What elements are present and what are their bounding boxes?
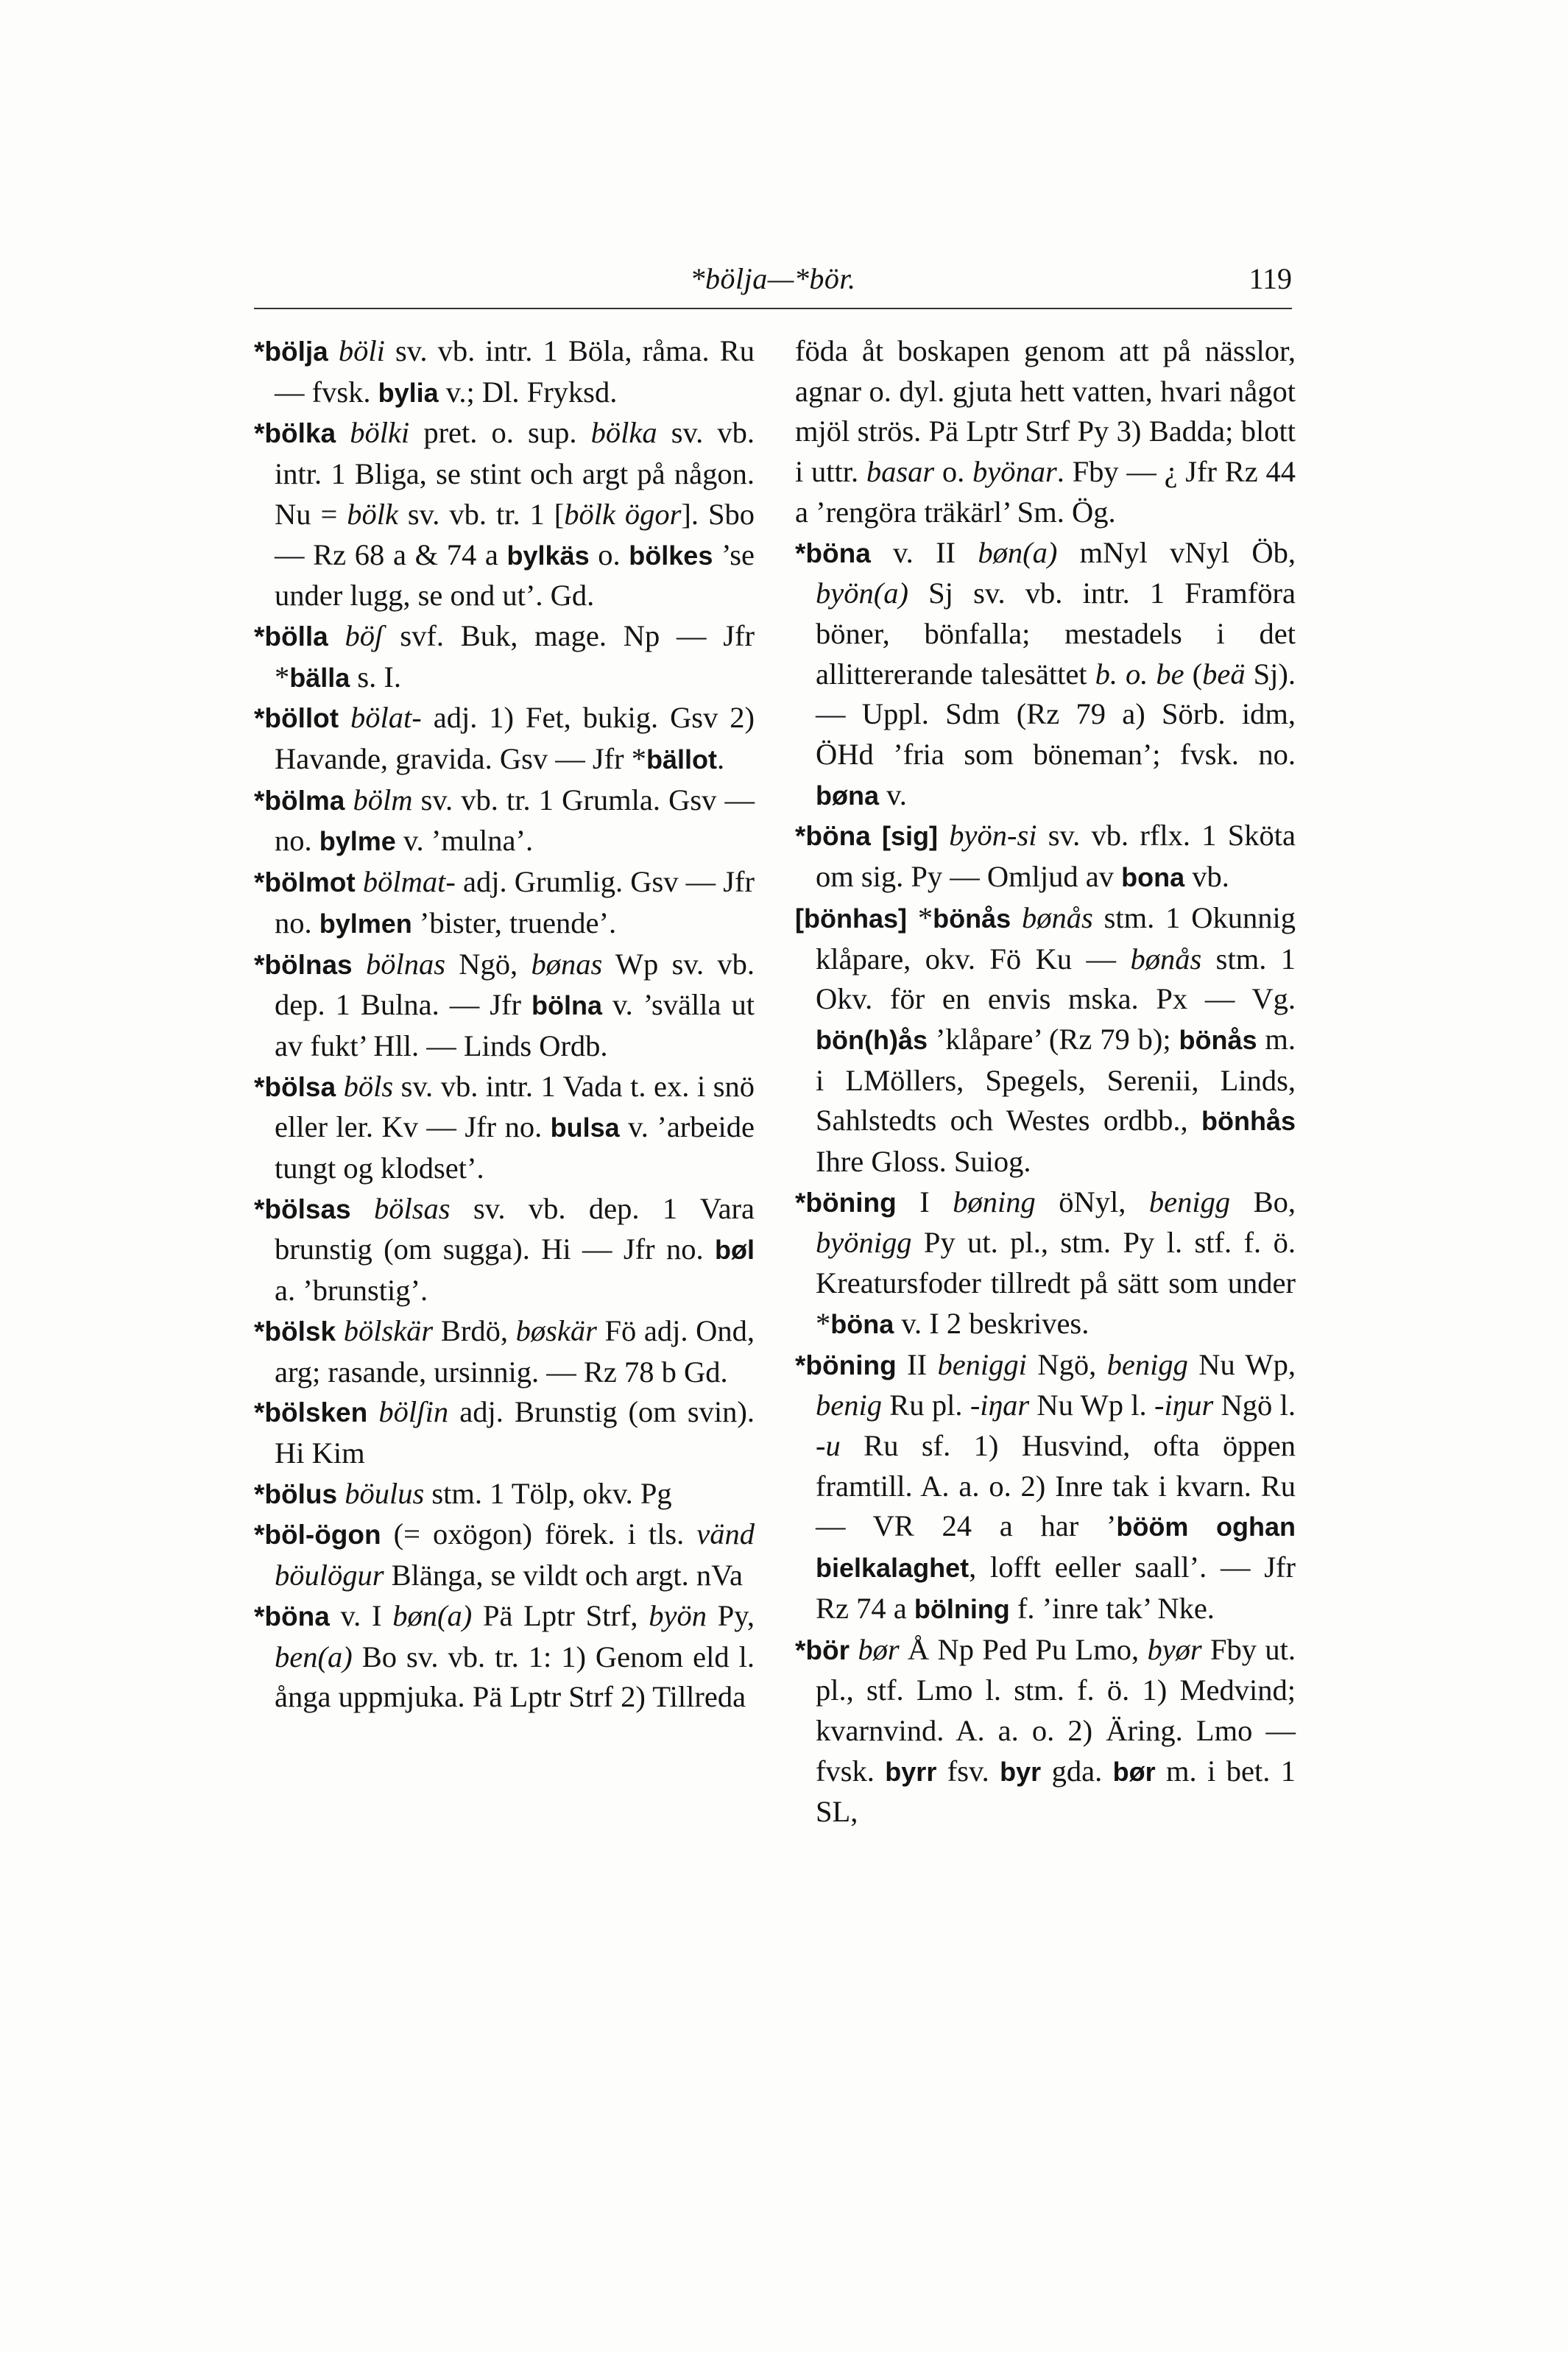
entry-text: Pä Lptr Strf, [472, 1598, 649, 1632]
entry-text: stm. 1 Tölp, okv. Pg [424, 1476, 672, 1510]
dialect-form: ben(a) [275, 1640, 353, 1673]
entry-text: a. ’brunstig’. [275, 1274, 428, 1308]
entry-text: Ru pl. [881, 1389, 970, 1422]
dictionary-entry [795, 898, 1296, 1182]
dialect-form: bölskär [343, 1313, 434, 1347]
dialect-form: beniggi [937, 1347, 1027, 1381]
headword: *böna [795, 537, 871, 568]
cited-word: byrr [885, 1756, 937, 1787]
headword: *böning [795, 1187, 897, 1218]
entry-text: ’klåpare’ (Rz 79 b); [927, 1022, 1179, 1056]
dictionary-entry [795, 816, 1296, 897]
dialect-form: byön(a) [816, 576, 908, 610]
entry-text: stm. 1 Okv. för en envis mska. Px — Vg. [816, 942, 1296, 1016]
dialect-form: bölk [347, 497, 398, 531]
cited-word: bällot [646, 744, 717, 775]
dialect-form: bør [858, 1632, 900, 1666]
cited-word: bölning [914, 1593, 1010, 1624]
entry-text: svf. Buk, mage. Np — Jfr * [275, 618, 755, 694]
entry-text: Brdö, [433, 1313, 516, 1347]
entry-text: v. I [329, 1598, 393, 1632]
cited-word: bölna [532, 990, 603, 1021]
entry-text: ’se under lugg, se ond ut’. Gd. [275, 537, 755, 613]
dictionary-entry [254, 1474, 755, 1515]
entry-text: Bo sv. vb. tr. 1: 1) Genom eld l. ånga uppmjuka. Pä Lptr Strf 2) Tillreda [275, 1640, 755, 1714]
cited-word: bön(h)ås [816, 1024, 928, 1055]
cited-word: bylkäs [506, 540, 590, 571]
entry-text: Nu Wp l. [1029, 1389, 1154, 1422]
entry-text: sv. vb. rflx. 1 Sköta om sig. Py — Omljud av [816, 819, 1296, 894]
entry-text [345, 783, 353, 816]
cited-word: bør [1112, 1756, 1156, 1787]
entry-text [339, 701, 350, 734]
cited-word: bylme [319, 826, 396, 857]
entry-text: Ihre Gloss. Suiog. [816, 1145, 1031, 1179]
dialect-form: bøning [953, 1185, 1036, 1218]
entry-text: Py, [706, 1598, 755, 1632]
dialect-form: byön [649, 1598, 707, 1632]
dialect-form: böʃ [345, 618, 384, 652]
headword: *bör [795, 1634, 850, 1665]
cited-word: [bönhas] [795, 903, 907, 934]
entry-text: öNyl, [1035, 1185, 1149, 1218]
headword: *bölka [254, 418, 336, 449]
dictionary-entry [795, 533, 1296, 816]
dialect-form: -u [816, 1428, 841, 1462]
entry-text: v. I 2 beskrives. [894, 1306, 1090, 1340]
dictionary-entry [254, 862, 755, 944]
dictionary-entry [254, 331, 755, 413]
dictionary-entry [254, 1514, 755, 1595]
dictionary-entry [795, 1182, 1296, 1345]
entry-text: v. ’mulna’. [395, 824, 534, 858]
entry-text: II [896, 1347, 938, 1381]
dialect-form: basar [866, 455, 935, 489]
dialect-form: bölka [590, 416, 657, 450]
cited-word: böna [830, 1308, 894, 1339]
cited-word: bona [1121, 862, 1185, 893]
dictionary-entry [254, 1596, 755, 1718]
dictionary-entry [254, 1189, 755, 1311]
entry-text: ]. Sbo — Rz 68 a & 74 a [275, 497, 755, 571]
entry-text: Nu Wp, [1187, 1347, 1296, 1381]
dictionary-entry [795, 1345, 1296, 1630]
entry-text: o. [934, 455, 972, 489]
right-column [795, 331, 1296, 1832]
entry-text: v. [879, 777, 907, 811]
entry-text: v. ’svälla ut av fukt’ Hll. — Linds Ordb. [275, 988, 755, 1062]
dialect-form: bøn(a) [978, 535, 1058, 569]
dialect-form: bøn(a) [392, 1598, 473, 1632]
headword: *böllot [254, 703, 339, 734]
dialect-form: bölm [353, 783, 413, 816]
dialect-form: böulus [345, 1476, 425, 1510]
entry-text: . Fby — ¿ Jfr Rz 44 a ’rengöra träkärl’ Sm. Ög. [795, 455, 1296, 529]
entry-text: sv. vb. intr. 1 Bliga, se stint och argt på någon. Nu = [275, 416, 755, 531]
entry-text: v. II [870, 535, 978, 569]
dictionary-entry [795, 1630, 1296, 1833]
headword: *böna [254, 1601, 330, 1631]
dialect-form: böli [338, 334, 385, 367]
entry-text: sv. vb. tr. 1 Grumla. Gsv — no. [275, 783, 755, 858]
dialect-form: böls [343, 1069, 394, 1103]
entry-text: pret. o. sup. [409, 416, 591, 450]
headword: *böl-ögon [254, 1520, 381, 1551]
entry-text [328, 619, 345, 652]
dictionary-entry [254, 1067, 755, 1189]
dialect-form: bölat- [350, 701, 422, 735]
entry-text: o. [589, 537, 629, 571]
entry-text: Py ut. pl., stm. Py l. stf. f. ö. Kreatursfoder tillredt på sätt som under * [816, 1226, 1296, 1340]
dialect-form: b. o. be [1095, 657, 1184, 691]
headword: *bölma [254, 785, 345, 816]
cited-word: [sig] [882, 821, 939, 852]
entry-text: . [716, 742, 725, 776]
entry-text: Wp sv. vb. dep. 1 Bulna. — Jfr [275, 947, 755, 1022]
entry-text: Bo, [1230, 1185, 1296, 1218]
dictionary-entry [254, 1392, 755, 1473]
headword: *böning [795, 1350, 897, 1380]
dialect-form: bölki [350, 416, 410, 450]
entry-text [850, 1633, 858, 1666]
entry-text: sv. vb. intr. 1 Vada t. ex. i snö eller ler. Kv — Jfr no. [275, 1069, 755, 1144]
dictionary-entry [254, 1311, 755, 1392]
entry-text: sv. vb. tr. 1 [ [398, 497, 565, 531]
entry-text: Fby ut. pl., stf. Lmo l. stm. f. ö. 1) Medvind; kvarnvind. A. a. o. 2) Äring. Lmo — fvsk. [816, 1632, 1296, 1788]
entry-text: Sj). — Uppl. Sdm (Rz 79 a) Sörb. idm, ÖHd ’fria som böneman’; fvsk. no. [816, 657, 1296, 772]
dialect-form: bölk ögor [564, 497, 682, 531]
cited-word: byr [1000, 1756, 1042, 1787]
dictionary-entry [254, 945, 755, 1067]
entry-text: s. I. [350, 660, 402, 694]
entry-text: Ngö l. [1213, 1389, 1296, 1422]
running-title: *bölja—*bör. [690, 262, 856, 295]
headword: *bölsa [254, 1071, 336, 1102]
entry-text: f. ’inre tak’ Nke. [1009, 1591, 1215, 1625]
cited-word: bönås [1179, 1024, 1257, 1055]
entry-text: I [896, 1185, 953, 1218]
dialect-form: benigg [1148, 1185, 1231, 1218]
entry-text: * [906, 900, 933, 934]
entry-text [367, 1395, 378, 1428]
entry-text: sv. vb. intr. 1 Böla, råma. Ru — fvsk. [275, 334, 755, 409]
dialect-form: byönigg [816, 1226, 912, 1260]
headword: *böna [795, 821, 871, 852]
entry-text [328, 334, 339, 367]
left-column [254, 331, 755, 1718]
dialect-form: -iŋur [1154, 1389, 1214, 1422]
entry-text [336, 1314, 344, 1347]
entry-text: ( [1184, 657, 1203, 691]
dialect-form: bønås [1022, 900, 1093, 934]
headword: *bölmot [254, 867, 356, 898]
dialect-form: byön-si [949, 819, 1037, 853]
entry-text: , lofft eeller saall’. — Jfr Rz 74 a [816, 1551, 1296, 1625]
dialect-form: byönar [972, 455, 1057, 489]
dialect-form: benig [816, 1389, 882, 1422]
dictionary-entry [254, 698, 755, 780]
entry-text: ’bister, truende’. [412, 906, 617, 939]
dialect-form: -iŋar [970, 1389, 1030, 1422]
headword: *bölus [254, 1478, 338, 1509]
header-rule [254, 308, 1292, 309]
cited-word: bööm oghan bielkalaghet [816, 1511, 1296, 1584]
page-number: 119 [1249, 262, 1292, 295]
dictionary-entry [254, 780, 755, 862]
dialect-form: benigg [1106, 1347, 1188, 1381]
entry-text: m. i LMöllers, Spegels, Serenii, Linds, Sahlstedts och Westes ordbb., [816, 1022, 1296, 1137]
entry-text: adj. Grumlig. Gsv — Jfr no. [275, 865, 755, 939]
entry-text [1011, 901, 1022, 934]
entry-text: sv. vb. dep. 1 Vara brunstig (om sugga). Hi — Jfr no. [275, 1191, 755, 1266]
dialect-form: bölʃin [378, 1395, 449, 1429]
entry-text: v.; Dl. Fryksd. [438, 375, 618, 409]
dialect-form: byør [1147, 1632, 1202, 1666]
entry-text [337, 1477, 345, 1510]
cited-word: bylmen [319, 908, 412, 939]
dictionary-entry [254, 413, 755, 616]
dialect-form: bölsas [374, 1191, 451, 1225]
dictionary-entry [254, 616, 755, 698]
entry-text [938, 819, 949, 852]
headword: *bölnas [254, 949, 353, 980]
entry-text: stm. 1 Okunnig klåpare, okv. Fö Ku — [816, 900, 1296, 976]
entry-text: mNyl vNyl Öb, [1057, 535, 1296, 569]
cited-word: bylia [378, 377, 439, 408]
entry-text: Å Np Ped Pu Lmo, [899, 1632, 1148, 1666]
cited-word: bönhås [1201, 1106, 1296, 1137]
cited-word: bøl [715, 1235, 755, 1266]
entry-text: Blänga, se vildt och argt. nVa [384, 1559, 743, 1592]
entry-text: föda åt boskapen genom att på nässlor, agnar o. dyl. gjuta hett vatten, hvari något mjöl strös. Pä Lptr Strf Py 3) Badda; blott i uttr. [795, 334, 1296, 489]
entry-text: Fö adj. Ond, arg; rasande, ursinnig. — Rz 78 b Gd. [275, 1313, 755, 1389]
dialect-form: bøskär [515, 1313, 597, 1347]
dialect-form: vänd böulögur [275, 1517, 755, 1592]
entry-text: v. ’arbeide tungt og klodset’. [275, 1110, 755, 1185]
cited-word: bälla [289, 662, 350, 693]
entry-text: (= oxögon) förek. i tls. [381, 1517, 697, 1551]
dialect-form: bønas [531, 947, 603, 981]
dialect-form: bölmat- [362, 865, 456, 899]
entry-text: Ngö, [1026, 1347, 1107, 1381]
entry-text: Ru sf. 1) Husvind, ofta öppen framtill. A. a. o. 2) Inre tak i kvarn. Ru — VR 24 a har ’ [816, 1428, 1296, 1543]
entry-text [353, 948, 366, 981]
entry-text: Ngö, [445, 947, 532, 981]
entry-text: m. i bet. 1 SL, [816, 1754, 1296, 1829]
dialect-form: bölnas [365, 947, 445, 981]
entry-text: adj. 1) Fet, bukig. Gsv 2) Havande, gravida. Gsv — Jfr * [275, 701, 755, 776]
entry-text: adj. Brunstig (om svin). Hi Kim [275, 1395, 755, 1470]
headword: *bölla [254, 621, 328, 652]
cited-word: bönås [933, 903, 1011, 934]
entry-continuation [795, 331, 1296, 533]
page-header [254, 261, 1292, 306]
headword: *bölsk [254, 1316, 336, 1347]
headword: *bölsas [254, 1193, 351, 1224]
headword: *bölsken [254, 1397, 368, 1428]
entry-text: fsv. [936, 1754, 1000, 1788]
cited-word: bulsa [550, 1112, 620, 1143]
entry-text [351, 1192, 374, 1225]
entry-text [356, 865, 363, 898]
entry-text: Sj sv. vb. intr. 1 Framföra böner, bönfalla; mestadels i det allittererande talesättet [816, 576, 1296, 691]
entry-text: gda. [1041, 1754, 1113, 1788]
entry-text: vb. [1184, 860, 1229, 894]
cited-word: bölkes [629, 540, 713, 571]
cited-word: bøna [816, 780, 879, 811]
entry-text [871, 819, 882, 852]
dialect-form: bønås [1130, 942, 1202, 976]
dialect-form: beä [1202, 657, 1246, 691]
entry-text [336, 1070, 344, 1103]
entry-text [336, 416, 350, 449]
headword: *bölja [254, 336, 328, 367]
